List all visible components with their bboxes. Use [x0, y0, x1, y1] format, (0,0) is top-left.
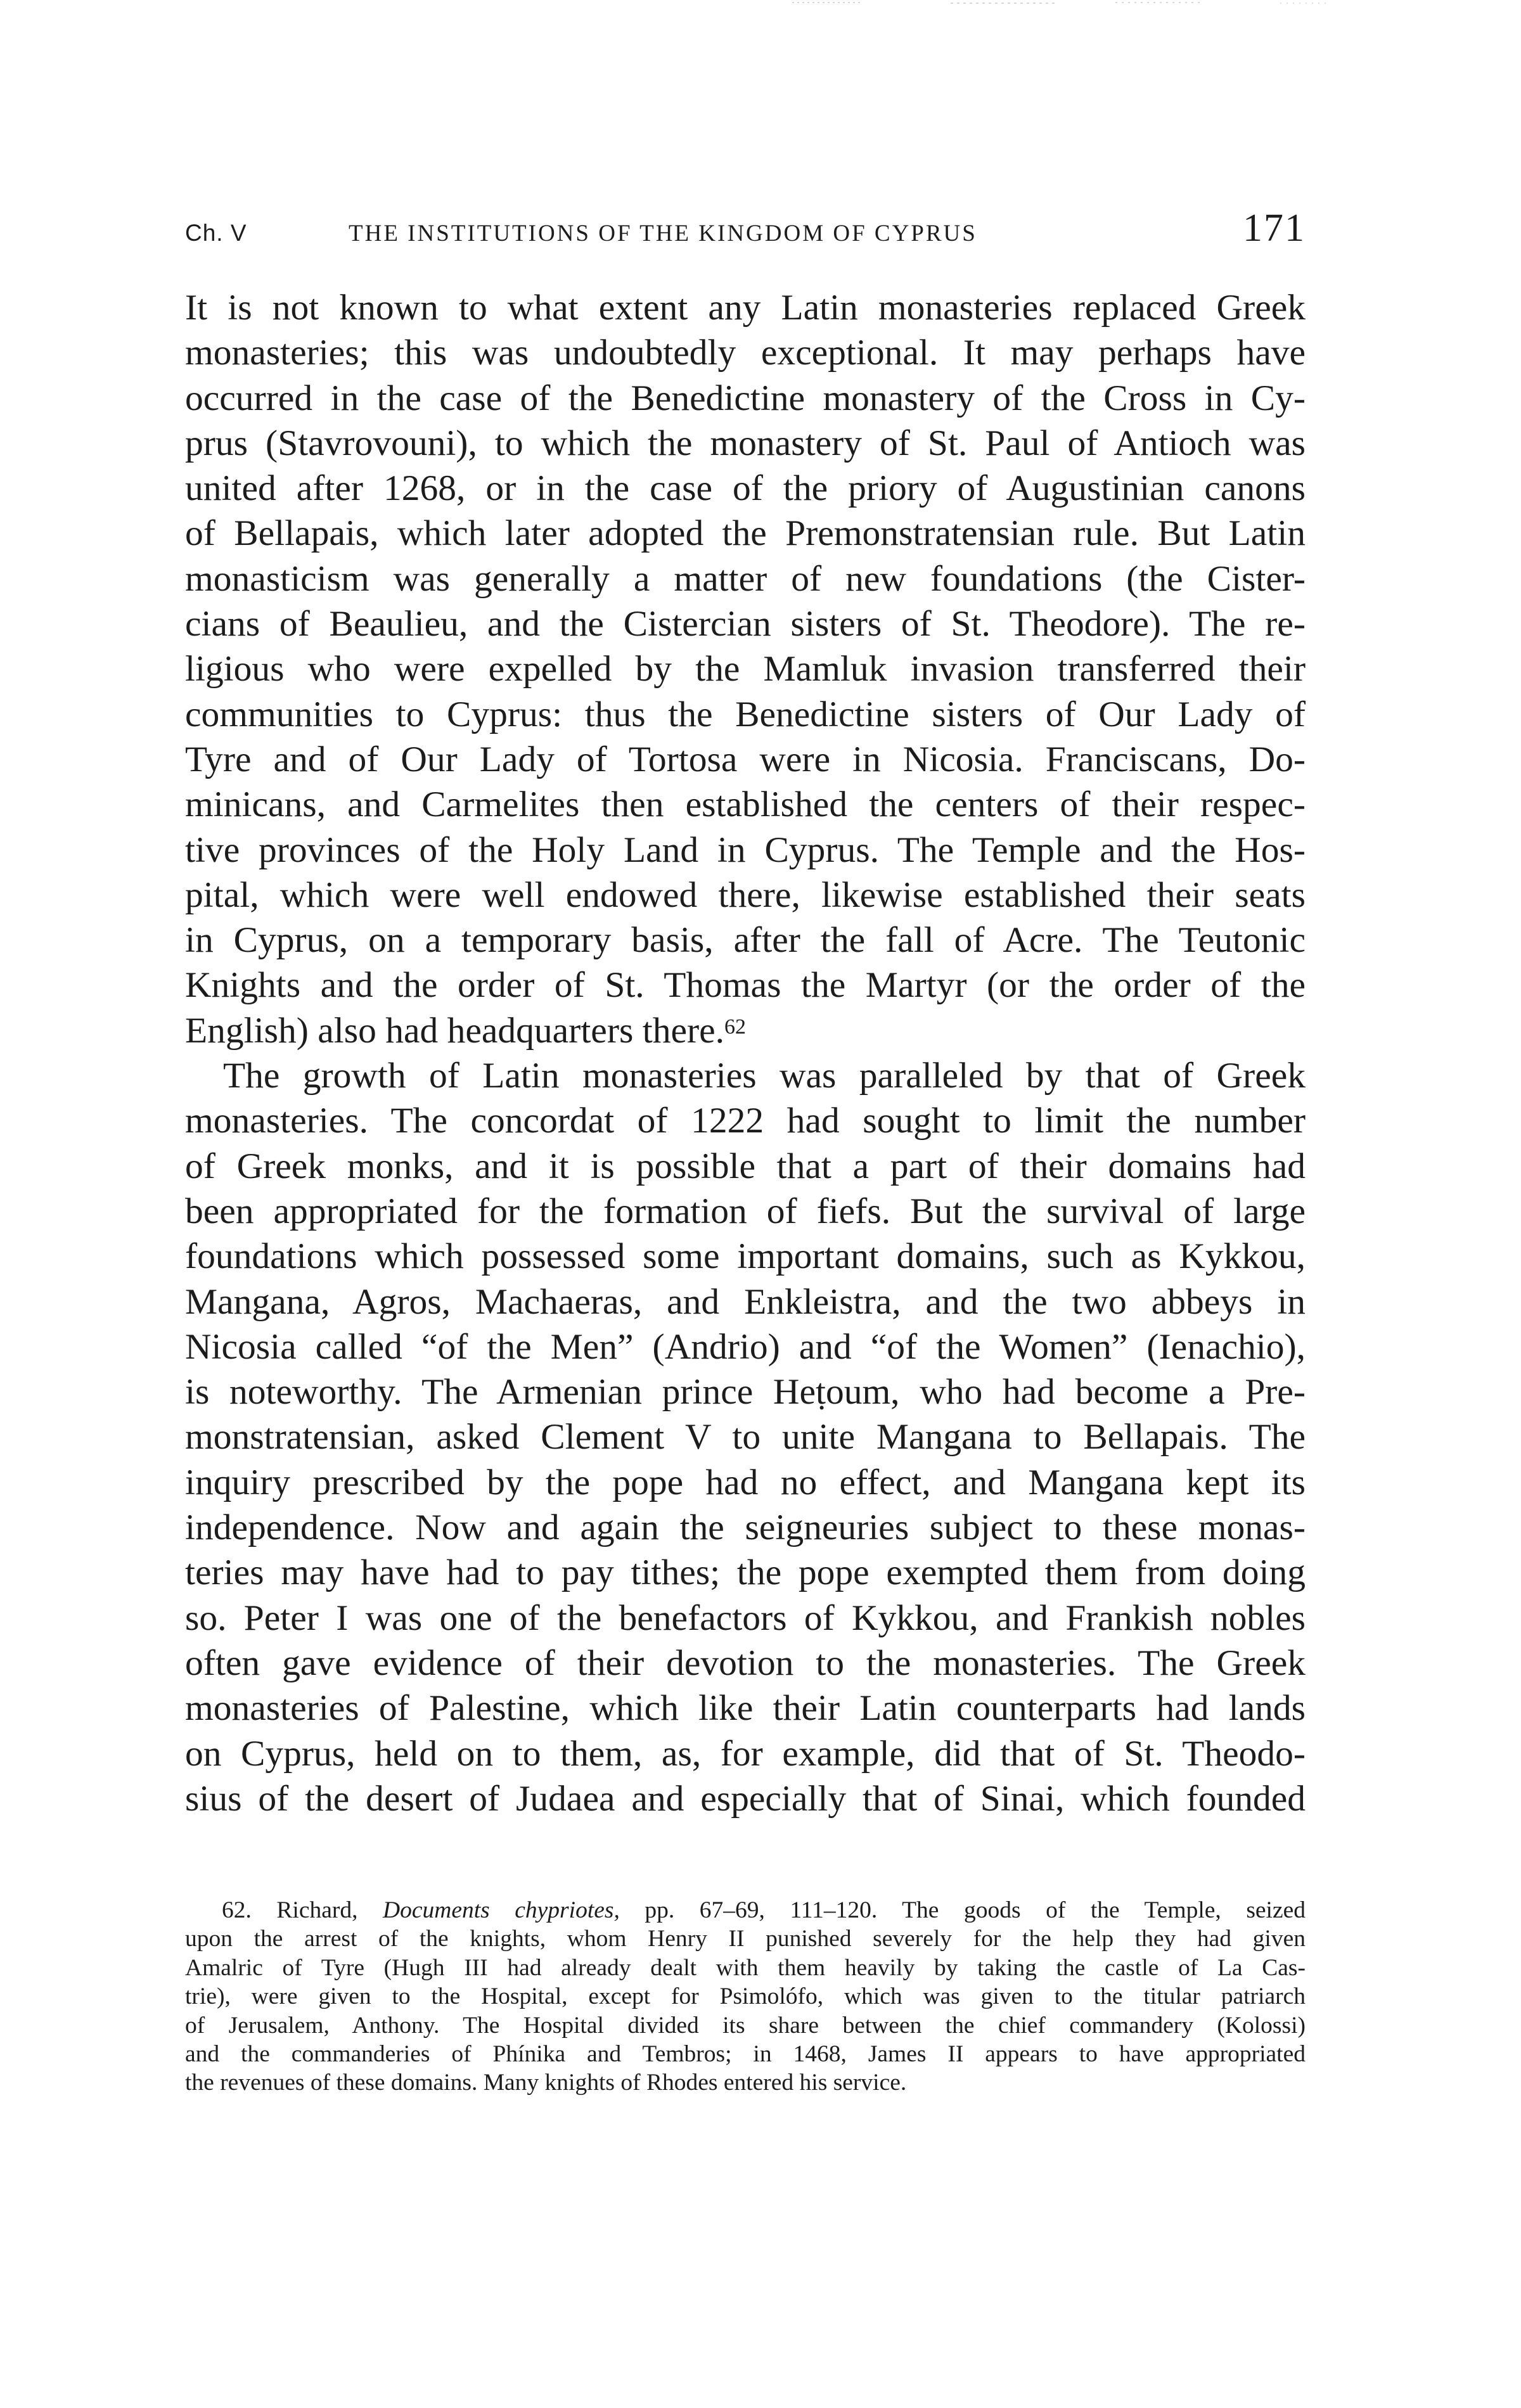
- chapter-label: Ch. V: [185, 220, 247, 246]
- footnote-number: 62.: [222, 1897, 252, 1923]
- text-line: so. Peter I was one of the benefactors of Kykkou, and Frankish nobles: [185, 1598, 1306, 1638]
- text-line: united after 1268, or in the case of the priory of Augustinian canons: [185, 468, 1306, 509]
- text-line: English) also had headquarters there.: [185, 1010, 725, 1051]
- text-line: often gave evidence of their devotion to the monasteries. The Greek: [185, 1643, 1306, 1683]
- text-line: teries may have had to pay tithes; the pope exempted them from doing: [185, 1553, 1306, 1593]
- footnote-line: trie), were given to the Hospital, except for Psimolófo, which was given to the titular patriarch: [185, 1983, 1306, 2010]
- footnote-work-title: Documents chypriotes,: [383, 1897, 620, 1923]
- footnote-line: Amalric of Tyre (Hugh III had already dealt with them heavily by taking the castle of La Cas-: [185, 1954, 1306, 1981]
- text-line: monasteries; this was undoubtedly exceptional. It may perhaps have: [185, 333, 1306, 373]
- scan-artifact: [760, 0, 1521, 8]
- text-line: The growth of Latin monasteries was paralleled by that of Greek: [223, 1056, 1306, 1096]
- text-line: monasteries of Palestine, which like their Latin counterparts had lands: [185, 1688, 1306, 1729]
- text-line: inquiry prescribed by the pope had no effect, and Mangana kept its: [185, 1462, 1306, 1502]
- text-line: been appropriated for the formation of fiefs. But the survival of large: [185, 1191, 1306, 1231]
- text-line: prus (Stavrovouni), to which the monastery of St. Paul of Antioch was: [185, 423, 1306, 463]
- body-text: [185, 285, 1306, 1821]
- text-line: occurred in the case of the Benedictine monastery of the Cross in Cy-: [185, 378, 1306, 418]
- text-line: monasteries. The concordat of 1222 had sought to limit the number: [185, 1101, 1306, 1141]
- text-line: independence. Now and again the seigneuries subject to these monas-: [185, 1508, 1306, 1548]
- footnote-line: the revenues of these domains. Many knights of Rhodes entered his service.: [185, 2070, 907, 2096]
- text-line: monasticism was generally a matter of new foundations (the Cister-: [185, 558, 1306, 599]
- paragraph-end-line: [185, 1008, 1306, 1053]
- running-title: THE INSTITUTIONS OF THE KINGDOM OF CYPRUS: [349, 221, 977, 247]
- text-line: of Bellapais, which later adopted the Premonstratensian rule. But Latin: [185, 513, 1306, 554]
- footnote-line: of Jerusalem, Anthony. The Hospital divided its share between the chief commandery (Kolossi): [185, 2012, 1306, 2039]
- footnote-author: Richard,: [276, 1897, 358, 1923]
- text-line: Knights and the order of St. Thomas the Martyr (or the order of the: [185, 965, 1306, 1006]
- text-line: is noteworthy. The Armenian prince Heṭoum, who had become a Pre-: [185, 1372, 1306, 1412]
- text-line: sius of the desert of Judaea and especially that of Sinai, which founded: [185, 1778, 1306, 1819]
- page-number: 171: [1243, 207, 1306, 250]
- text-line: monstratensian, asked Clement V to unite Mangana to Bellapais. The: [185, 1417, 1306, 1457]
- text-line: Tyre and of Our Lady of Tortosa were in Nicosia. Franciscans, Do-: [185, 739, 1306, 779]
- text-line: tive provinces of the Holy Land in Cyprus. The Temple and the Hos-: [185, 829, 1306, 870]
- text-line: ligious who were expelled by the Mamluk invasion transferred their: [185, 649, 1306, 689]
- footnote-text: pp. 67–69, 111–120. The goods of the Temple, seized: [645, 1897, 1306, 1923]
- footnote-first-line: [185, 1896, 1306, 1924]
- text-line: communities to Cyprus: thus the Benedictine sisters of Our Lady of: [185, 694, 1306, 734]
- footnote-line: upon the arrest of the knights, whom Henry II punished severely for the help they had given: [185, 1926, 1306, 1952]
- text-line: on Cyprus, held on to them, as, for example, did that of St. Theodo-: [185, 1733, 1306, 1774]
- text-line: Nicosia called “of the Men” (Andrio) and “of the Women” (Ienachio),: [185, 1326, 1306, 1367]
- text-line: of Greek monks, and it is possible that a part of their domains had: [185, 1146, 1306, 1186]
- footnote: [185, 1896, 1306, 2097]
- footnote-reference[interactable]: 62: [724, 1015, 747, 1039]
- footnote-line: and the commanderies of Phínika and Tembros; in 1468, James II appears to have appropriated: [185, 2040, 1306, 2067]
- text-line: pital, which were well endowed there, likewise established their seats: [185, 874, 1306, 915]
- text-line: minicans, and Carmelites then established the centers of their respec-: [185, 785, 1306, 825]
- text-line: cians of Beaulieu, and the Cistercian sisters of St. Theodore). The re-: [185, 604, 1306, 644]
- text-line: It is not known to what extent any Latin monasteries replaced Greek: [185, 288, 1306, 328]
- text-line: in Cyprus, on a temporary basis, after the fall of Acre. The Teutonic: [185, 920, 1306, 961]
- running-head: [185, 206, 1306, 257]
- text-line: Mangana, Agros, Machaeras, and Enkleistra, and the two abbeys in: [185, 1281, 1306, 1322]
- text-line: foundations which possessed some important domains, such as Kykkou,: [185, 1236, 1306, 1277]
